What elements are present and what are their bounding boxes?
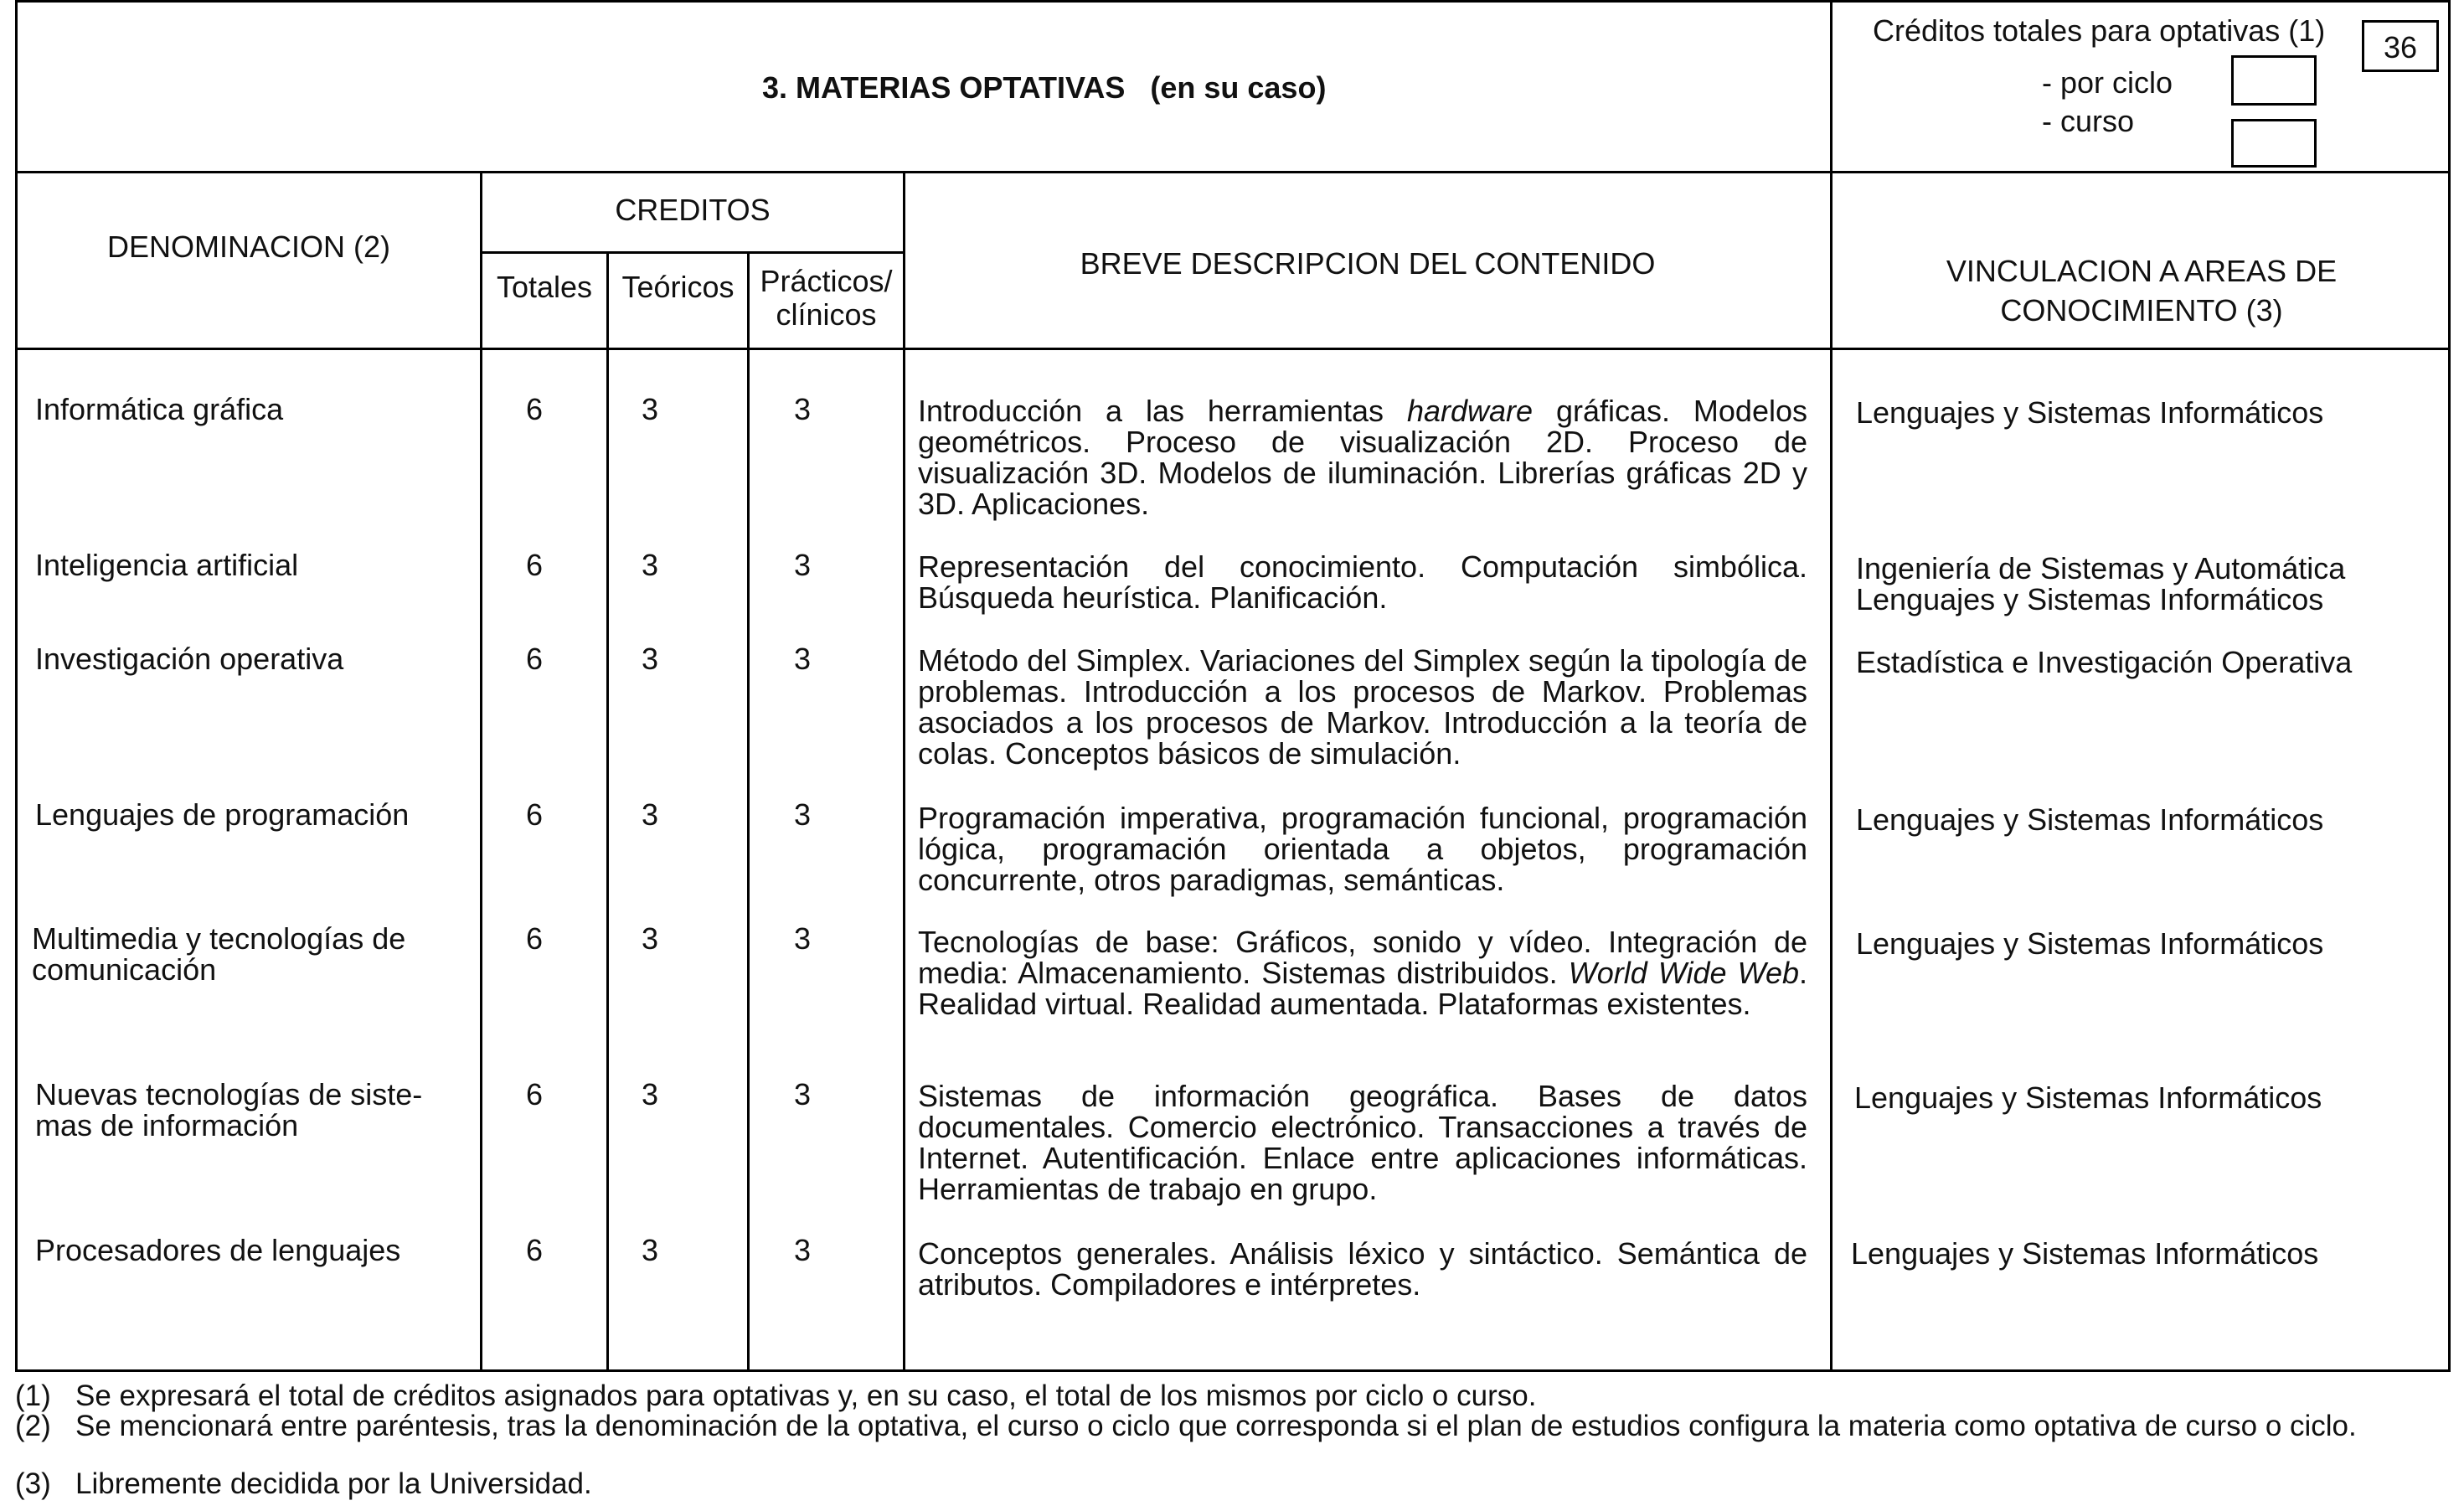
subject-name: Investigación operativa bbox=[35, 642, 344, 676]
credits-practicos: 3 bbox=[793, 1233, 812, 1267]
per-cycle-label: - por ciclo bbox=[2042, 65, 2173, 100]
header-vinculacion: VINCULACION A AREAS DE CONOCIMIENTO (3) bbox=[1946, 254, 2338, 327]
subject-description: Programación imperativa, programación funcional, programación lógica, programación orientada a objetos, programación concurrente, otros paradigmas, semánticas. bbox=[918, 801, 1807, 897]
credits-total-value: 36 bbox=[2383, 30, 2418, 64]
credits-practicos: 3 bbox=[793, 1077, 812, 1111]
section-title: 3. MATERIAS OPTATIVAS (en su caso) bbox=[762, 70, 1327, 105]
credits-practicos: 3 bbox=[793, 642, 812, 676]
footnote-number: (2) bbox=[15, 1410, 51, 1442]
footnote-text: Se expresará el total de créditos asignados para optativas y, en su caso, el total de los mismos por ciclo o curso. bbox=[75, 1379, 1537, 1412]
knowledge-area: Lenguajes y Sistemas Informáticos bbox=[1851, 1236, 2319, 1271]
knowledge-area: Lenguajes y Sistemas Informáticos bbox=[1856, 582, 2324, 616]
col-line-practicos bbox=[903, 171, 905, 1372]
section-title-note: (en su caso) bbox=[1150, 70, 1327, 105]
header-divider bbox=[1830, 0, 1833, 173]
credits-teoricos: 3 bbox=[641, 797, 659, 832]
footnote bbox=[15, 1412, 2427, 1440]
credits-practicos: 3 bbox=[793, 548, 812, 582]
subject-name: Multimedia y tecnologías de comunicación bbox=[32, 921, 406, 987]
subject-name: Procesadores de lenguajes bbox=[35, 1233, 401, 1267]
desc-emphasis: World Wide Web bbox=[1568, 956, 1799, 990]
credits-totales: 6 bbox=[525, 1077, 544, 1111]
subject-description: Sistemas de información geográfica. Bases de datos documentales. Comercio electrónico. Transacciones a través de Internet. Autentificación. Enlace entre aplicaciones informáticas. Herramientas de trabajo en grupo. bbox=[918, 1079, 1807, 1206]
header-totales: Totales bbox=[496, 270, 593, 304]
knowledge-area: Lenguajes y Sistemas Informáticos bbox=[1856, 802, 2324, 837]
knowledge-area: Lenguajes y Sistemas Informáticos bbox=[1854, 1080, 2322, 1115]
header-denominacion: DENOMINACION (2) bbox=[106, 229, 390, 264]
knowledge-area: Ingeniería de Sistemas y Automática bbox=[1856, 551, 2346, 585]
col-line-denominacion bbox=[480, 171, 482, 1372]
credits-totales: 6 bbox=[525, 392, 544, 426]
col-line-totales bbox=[606, 251, 609, 1372]
subject-name: Nuevas tecnologías de siste- mas de información bbox=[35, 1077, 423, 1142]
subject-name: Informática gráfica bbox=[35, 392, 284, 426]
per-cycle-box[interactable] bbox=[2231, 55, 2317, 106]
credits-totales: 6 bbox=[525, 642, 544, 676]
credits-practicos: 3 bbox=[793, 797, 812, 832]
footnote-number: (1) bbox=[15, 1379, 51, 1412]
footnote bbox=[15, 1379, 2427, 1412]
credits-teoricos: 3 bbox=[641, 1233, 659, 1267]
credits-teoricos: 3 bbox=[641, 548, 659, 582]
credits-teoricos: 3 bbox=[641, 1077, 659, 1111]
header-teoricos: Teóricos bbox=[621, 270, 735, 304]
credits-teoricos: 3 bbox=[641, 392, 659, 426]
knowledge-area: Estadística e Investigación Operativa bbox=[1856, 645, 2353, 679]
header-practicos: Prácticos/ clínicos bbox=[760, 264, 893, 332]
credits-totales: 6 bbox=[525, 797, 544, 832]
credits-totales: 6 bbox=[525, 1233, 544, 1267]
subject-description: Método del Simplex. Variaciones del Simplex según la tipología de problemas. Introducción a los procesos de Markov. Problemas asociados a los procesos de Markov. Introducción a la teoría de colas. Conceptos básicos de simulación. bbox=[918, 643, 1807, 771]
creditos-subheader-line bbox=[480, 251, 905, 254]
knowledge-area: Lenguajes y Sistemas Informáticos bbox=[1856, 395, 2324, 430]
footnote bbox=[15, 1467, 2427, 1500]
per-course-box[interactable] bbox=[2231, 119, 2317, 168]
per-course-label: - curso bbox=[2042, 104, 2135, 138]
knowledge-area: Lenguajes y Sistemas Informáticos bbox=[1856, 926, 2324, 961]
footnote-number: (3) bbox=[15, 1467, 51, 1500]
credits-teoricos: 3 bbox=[641, 921, 659, 956]
credits-total-label: Créditos totales para optativas (1) bbox=[1873, 13, 2326, 48]
subject-description: Conceptos generales. Análisis léxico y sintáctico. Semántica de atributos. Compiladores e intérpretes. bbox=[918, 1236, 1807, 1302]
header-creditos: CREDITOS bbox=[615, 193, 771, 227]
table-header-separator bbox=[15, 348, 2451, 350]
credits-teoricos: 3 bbox=[641, 642, 659, 676]
subject-name: Inteligencia artificial bbox=[35, 548, 299, 582]
credits-totales: 6 bbox=[525, 548, 544, 582]
col-line-descripcion bbox=[1830, 171, 1833, 1372]
col-line-teoricos bbox=[747, 251, 750, 1372]
subject-description: Tecnologías de base: Gráficos, sonido y vídeo. Integración de media: Almacenamiento. Sistemas distribuidos. World Wide Web. Realidad virtual. Realidad aumentada. Plataformas existentes. bbox=[918, 925, 1807, 1021]
subject-name: Lenguajes de programación bbox=[35, 797, 410, 832]
credits-practicos: 3 bbox=[793, 392, 812, 426]
desc-emphasis: hardware bbox=[1406, 394, 1534, 428]
subject-description: Representación del conocimiento. Computación simbólica. Búsqueda heurística. Planificación. bbox=[918, 549, 1807, 615]
credits-totales: 6 bbox=[525, 921, 544, 956]
credits-practicos: 3 bbox=[793, 921, 812, 956]
footnote-text: Libremente decidida por la Universidad. bbox=[75, 1467, 592, 1500]
footnote-text: Se mencionará entre paréntesis, tras la denominación de la optativa, el curso o ciclo que corresponda si el plan de estudios configura la materia como optativa de curso o ciclo. bbox=[75, 1410, 2357, 1442]
header-descripcion: BREVE DESCRIPCION DEL CONTENIDO bbox=[1080, 246, 1656, 281]
subject-description: Introducción a las herramientas hardware gráficas. Modelos geométricos. Proceso de visualización 2D. Proceso de visualización 3D. Modelos de iluminación. Librerías gráficas 2D y 3D. Aplicaciones. bbox=[918, 394, 1807, 521]
